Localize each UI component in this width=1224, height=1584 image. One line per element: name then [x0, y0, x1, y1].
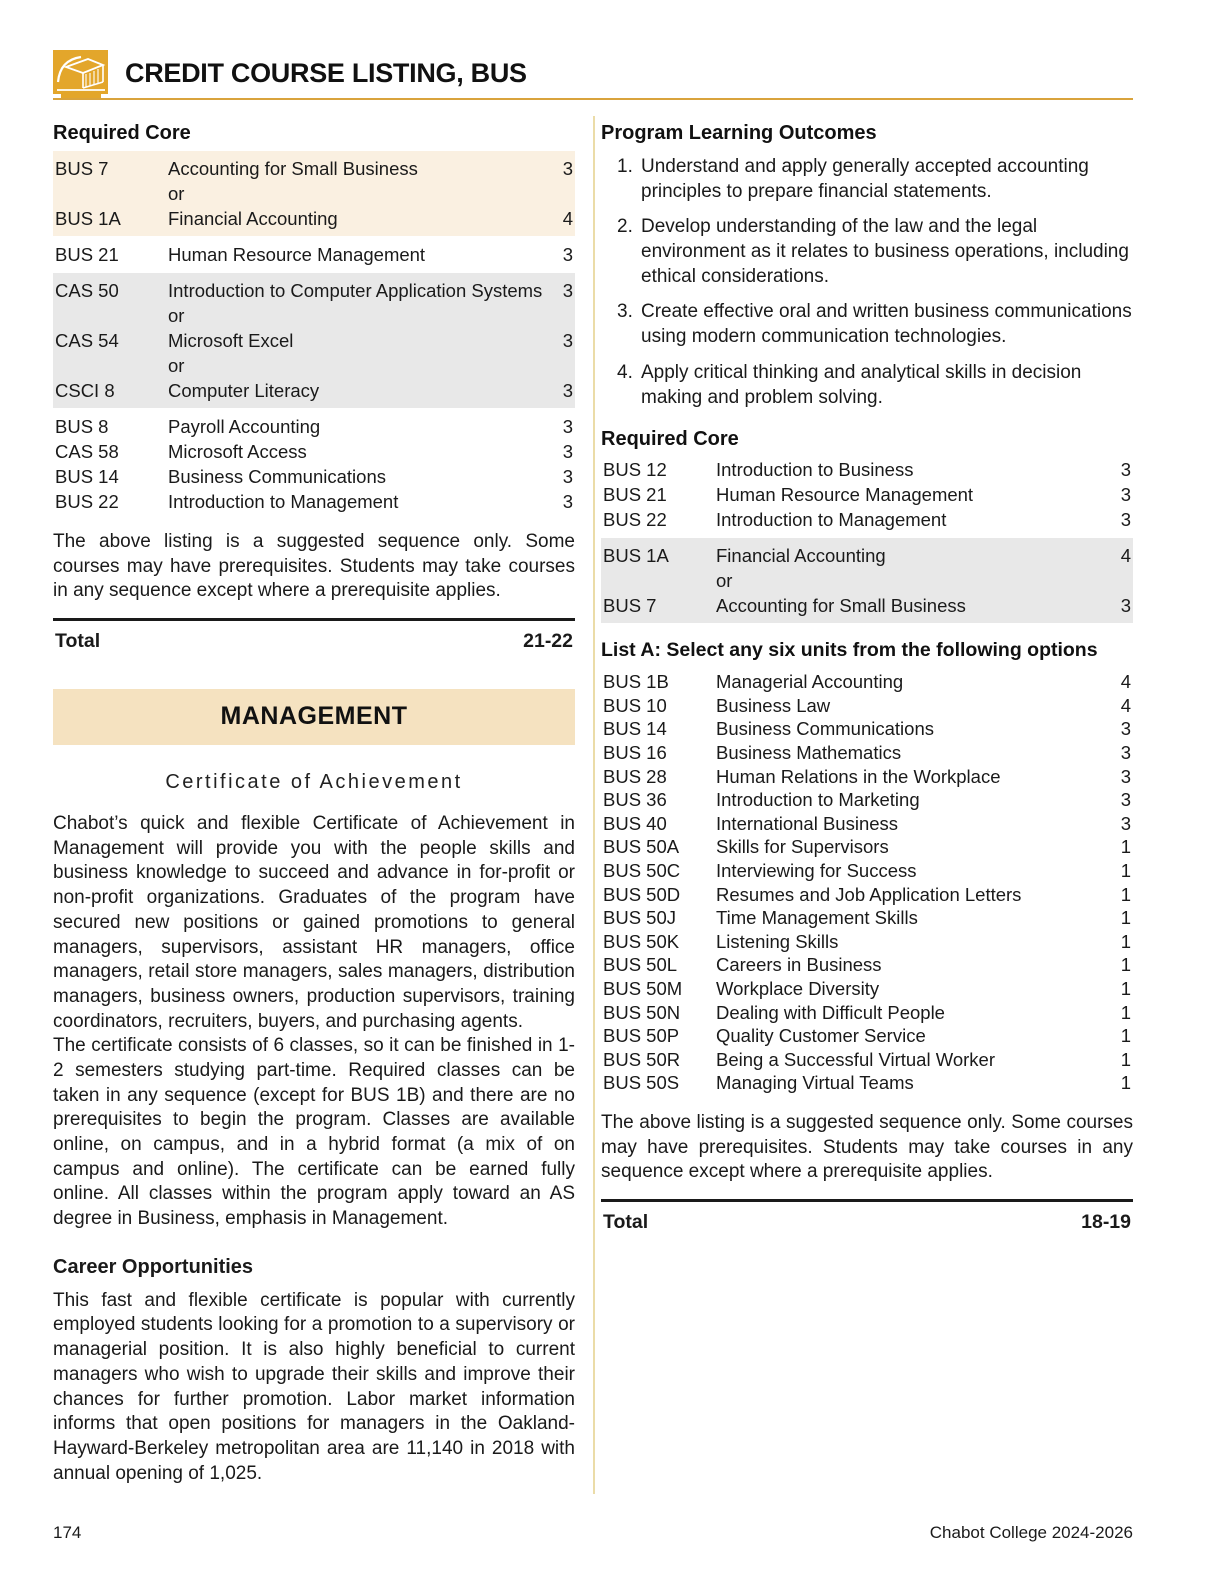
- course-units: 4: [1120, 671, 1131, 693]
- course-title: Business Communications: [168, 466, 386, 487]
- plo-item-text: Apply critical thinking and analytical skills in decision making and problem solving.: [641, 361, 1082, 408]
- course-title: Introduction to Computer Application Systems: [168, 280, 543, 301]
- course-title: Introduction to Business: [716, 459, 914, 481]
- list-a-heading: List A: Select any six units from the following options: [601, 639, 1098, 662]
- course-row: [601, 835, 1133, 859]
- course-code: CSCI 8: [55, 380, 115, 401]
- course-units: 1: [1120, 1072, 1131, 1094]
- course-code: BUS 1A: [603, 545, 669, 567]
- course-row: [53, 181, 575, 206]
- course-row: [601, 977, 1133, 1001]
- course-units: 3: [1120, 765, 1131, 787]
- course-row: [53, 489, 575, 514]
- course-units: 3: [562, 158, 573, 179]
- career-opportunities-paragraph: This fast and flexible certificate is popular with currently employed students looking for a promotion to a supervisory or managerial position. It is also highly beneficial to current managers who wish to upgrade their skills and improve their chances for further promotion. Labor market information informs that open positions for managers in the Oakland-Hayward-Berkeley metropolitan area are 11,140 in 2018 with annual opening of 1,025.: [53, 1289, 575, 1484]
- course-units: 3: [1120, 459, 1131, 481]
- course-title: International Business: [716, 812, 899, 834]
- course-title: Resumes and Job Application Letters: [716, 883, 1022, 905]
- two-column-layout: [53, 116, 1133, 1494]
- course-code: BUS 28: [603, 765, 667, 787]
- course-code: [53, 303, 168, 328]
- course-row: [601, 930, 1133, 954]
- course-title: Microsoft Excel: [168, 330, 294, 351]
- course-title: Financial Accounting: [716, 545, 886, 567]
- plo-item-number: 4.: [617, 361, 633, 383]
- course-group-core-right: [601, 457, 1133, 532]
- course-units: 3: [1120, 718, 1131, 740]
- course-code: BUS 1A: [55, 208, 121, 229]
- course-code: CAS 50: [55, 280, 119, 301]
- course-units: 3: [562, 491, 573, 512]
- course-row: [601, 593, 1133, 618]
- course-units: 1: [1120, 977, 1131, 999]
- course-title: Accounting for Small Business: [168, 158, 418, 179]
- course-units: 3: [562, 466, 573, 487]
- course-row: [53, 278, 575, 303]
- course-code: BUS 50S: [603, 1072, 680, 1094]
- course-units: 1: [1120, 907, 1131, 929]
- course-group-hr: [53, 242, 575, 267]
- course-code: BUS 21: [55, 244, 119, 265]
- course-code: CAS 58: [55, 441, 119, 462]
- course-code: CAS 54: [55, 330, 119, 351]
- course-row: [53, 464, 575, 489]
- total-block-left: [53, 618, 575, 659]
- course-title: Payroll Accounting: [168, 416, 321, 437]
- course-title: Introduction to Marketing: [716, 789, 920, 811]
- course-code: BUS 10: [603, 694, 667, 716]
- course-group-accounting-right: [601, 538, 1133, 623]
- course-code: BUS 12: [603, 459, 667, 481]
- college-logo-icon: [53, 50, 108, 100]
- course-units: 3: [1120, 484, 1131, 506]
- course-title: Managerial Accounting: [716, 671, 904, 693]
- required-core-table-left: [53, 151, 575, 514]
- course-row: [601, 765, 1133, 789]
- course-title: Human Resource Management: [716, 484, 974, 506]
- course-code: BUS 50C: [603, 859, 681, 881]
- course-units: 3: [562, 244, 573, 265]
- course-title: Introduction to Management: [168, 491, 399, 512]
- course-units: [1105, 568, 1133, 593]
- course-row: [53, 242, 575, 267]
- course-code: BUS 16: [603, 741, 667, 763]
- total-label-left: Total: [55, 630, 101, 653]
- course-row: [601, 1024, 1133, 1048]
- certificate-subtitle: Certificate of Achievement: [165, 771, 463, 794]
- course-row: [601, 741, 1133, 765]
- course-title: Time Management Skills: [716, 907, 918, 929]
- course-code: BUS 40: [603, 812, 667, 834]
- course-units: 3: [562, 280, 573, 301]
- list-a-table: [601, 670, 1133, 1095]
- course-row: [53, 303, 575, 328]
- course-units: 3: [1120, 789, 1131, 811]
- course-title: Skills for Supervisors: [716, 836, 889, 858]
- course-code: BUS 22: [55, 491, 119, 512]
- course-row: [601, 906, 1133, 930]
- course-title: or: [168, 355, 185, 376]
- course-row: [601, 694, 1133, 718]
- course-code: BUS 50K: [603, 930, 680, 952]
- course-code: BUS 1B: [603, 671, 669, 693]
- course-units: 3: [1120, 509, 1131, 531]
- course-title: Human Relations in the Workplace: [716, 765, 1001, 787]
- plo-list: [601, 155, 1133, 410]
- course-row: [53, 378, 575, 403]
- course-title: Accounting for Small Business: [716, 595, 966, 617]
- course-code: BUS 7: [603, 595, 657, 617]
- course-title: Listening Skills: [716, 930, 839, 952]
- page-number: 174: [53, 1523, 82, 1542]
- course-title: Interviewing for Success: [716, 859, 917, 881]
- header-rule: [53, 98, 1133, 100]
- total-value-left: 21-22: [523, 630, 573, 653]
- course-row: [53, 206, 575, 231]
- course-units: 3: [1120, 812, 1131, 834]
- course-title: Microsoft Access: [168, 441, 307, 462]
- course-code: BUS 50L: [603, 954, 678, 976]
- course-units: 1: [1120, 883, 1131, 905]
- course-units: 3: [1120, 741, 1131, 763]
- course-units: 1: [1120, 859, 1131, 881]
- course-row: [601, 812, 1133, 836]
- plo-heading: Program Learning Outcomes: [601, 122, 877, 144]
- course-title: Quality Customer Service: [716, 1025, 926, 1047]
- plo-item: [601, 361, 1133, 410]
- plo-item-text: Understand and apply generally accepted accounting principles to prepare financial statements.: [641, 156, 1089, 202]
- course-group-rest: [53, 414, 575, 514]
- course-group-accounting: [53, 151, 575, 236]
- course-row: [601, 568, 1133, 593]
- course-code: [601, 568, 716, 593]
- course-row: [601, 717, 1133, 741]
- column-divider: [593, 116, 595, 1494]
- sequence-note-right: The above listing is a suggested sequence only. Some courses may have prerequisites. Students may take courses in any sequence except where a prerequisite applies.: [601, 1111, 1133, 1183]
- course-code: BUS 50R: [603, 1048, 681, 1070]
- management-section-banner: MANAGEMENT: [53, 689, 575, 745]
- course-row: [601, 670, 1133, 694]
- course-title: Dealing with Difficult People: [716, 1001, 945, 1023]
- course-code: [53, 353, 168, 378]
- plo-item-text: Develop understanding of the law and the legal environment as it relates to business operations, including ethical considerations.: [641, 216, 1129, 287]
- course-title: Workplace Diversity: [716, 977, 880, 999]
- course-group-computer: [53, 273, 575, 408]
- course-title: Introduction to Management: [716, 509, 947, 531]
- course-title: Computer Literacy: [168, 380, 320, 401]
- management-paragraph-2: The certificate consists of 6 classes, so it can be finished in 1-2 semesters studying part-time. Required classes can be taken in any sequence (except for BUS 1B) and there are no prerequisites to begin the program. Classes are available online, on campus, and in a hybrid format (a mix of on campus and online). The certificate can be earned fully online. All classes within the program apply toward an AS degree in Business, emphasis in Management.: [53, 1035, 575, 1230]
- course-code: BUS 36: [603, 789, 667, 811]
- management-paragraph-1: Chabot’s quick and flexible Certificate of Achievement in Management will provide you with the people skills and business knowledge to succeed and advance in for-profit or non-profit organizations. Graduates of the program have secured new positions or gained promotions to general managers, supervisors, assistant HR managers, office managers, retail store managers, sales managers, distribution managers, business owners, production supervisors, training coordinators, recruiters, buyers, and purchasing agents.: [53, 813, 575, 1032]
- course-code: BUS 8: [55, 416, 109, 437]
- course-units: 3: [562, 330, 573, 351]
- course-code: BUS 7: [55, 158, 109, 179]
- course-row: [601, 1048, 1133, 1072]
- course-row: [601, 883, 1133, 907]
- course-units: 1: [1120, 930, 1131, 952]
- course-units: [547, 181, 575, 206]
- course-code: BUS 50N: [603, 1001, 681, 1023]
- course-title: or: [168, 183, 185, 204]
- course-row: [601, 507, 1133, 532]
- course-units: 1: [1120, 1001, 1131, 1023]
- course-title: or: [168, 305, 185, 326]
- course-code: BUS 50D: [603, 883, 681, 905]
- course-code: BUS 50M: [603, 977, 683, 999]
- course-row: [53, 328, 575, 353]
- course-code: [53, 181, 168, 206]
- plo-item: [601, 215, 1133, 289]
- page-title: CREDIT COURSE LISTING, BUS: [125, 58, 527, 88]
- course-code: BUS 50J: [603, 907, 677, 929]
- footer-college-name: Chabot College 2024-2026: [929, 1523, 1133, 1542]
- course-row: [601, 543, 1133, 568]
- course-units: 3: [562, 416, 573, 437]
- course-row: [601, 457, 1133, 482]
- course-units: 1: [1120, 836, 1131, 858]
- course-units: [547, 353, 575, 378]
- required-core-heading-right: Required Core: [601, 428, 739, 451]
- sequence-note-left: The above listing is a suggested sequence only. Some courses may have prerequisites. Students may take courses in any sequence except where a prerequisite applies.: [53, 531, 575, 602]
- course-units: [547, 303, 575, 328]
- course-row: [601, 953, 1133, 977]
- course-title: Managing Virtual Teams: [716, 1072, 914, 1094]
- left-column: [53, 116, 575, 1494]
- course-title: Business Mathematics: [716, 741, 902, 763]
- course-units: 4: [562, 208, 573, 229]
- course-row: [53, 156, 575, 181]
- course-units: 4: [1120, 694, 1131, 716]
- course-row: [53, 414, 575, 439]
- course-code: BUS 14: [55, 466, 119, 487]
- required-core-heading-left: Required Core: [53, 122, 191, 144]
- course-title: Human Resource Management: [168, 244, 426, 265]
- course-row: [601, 788, 1133, 812]
- total-block-right: [601, 1199, 1133, 1240]
- course-code: BUS 22: [603, 509, 667, 531]
- course-row: [601, 482, 1133, 507]
- plo-item: [601, 155, 1133, 204]
- course-units: 3: [562, 441, 573, 462]
- required-core-table-right: [601, 457, 1133, 623]
- course-row: [53, 353, 575, 378]
- course-units: 1: [1120, 1048, 1131, 1070]
- course-code: BUS 50P: [603, 1025, 680, 1047]
- course-code: BUS 21: [603, 484, 667, 506]
- plo-item: [601, 300, 1133, 349]
- course-title: Financial Accounting: [168, 208, 338, 229]
- course-units: 1: [1120, 1025, 1131, 1047]
- career-opportunities-heading: Career Opportunities: [53, 1255, 254, 1278]
- course-row: [601, 1001, 1133, 1025]
- course-row: [601, 1071, 1133, 1095]
- course-units: 3: [1120, 595, 1131, 617]
- course-row: [601, 859, 1133, 883]
- course-units: 1: [1120, 954, 1131, 976]
- plo-item-number: 3.: [617, 301, 633, 323]
- right-column: [601, 116, 1133, 1494]
- plo-item-number: 1.: [617, 156, 633, 177]
- course-title: Being a Successful Virtual Worker: [716, 1048, 995, 1070]
- plo-item-number: 2.: [617, 216, 633, 238]
- course-title: Careers in Business: [716, 954, 882, 976]
- course-title: Business Communications: [716, 718, 934, 740]
- course-title: Business Law: [716, 694, 831, 716]
- plo-item-text: Create effective oral and written business communications using modern communication technologies.: [641, 301, 1132, 348]
- total-value-right: 18-19: [1081, 1210, 1131, 1233]
- course-units: 4: [1120, 545, 1131, 567]
- course-code: BUS 14: [603, 718, 667, 740]
- total-label-right: Total: [603, 1210, 649, 1233]
- course-units: 3: [562, 380, 573, 401]
- course-row: [53, 439, 575, 464]
- course-code: BUS 50A: [603, 836, 680, 858]
- course-title: or: [716, 570, 733, 592]
